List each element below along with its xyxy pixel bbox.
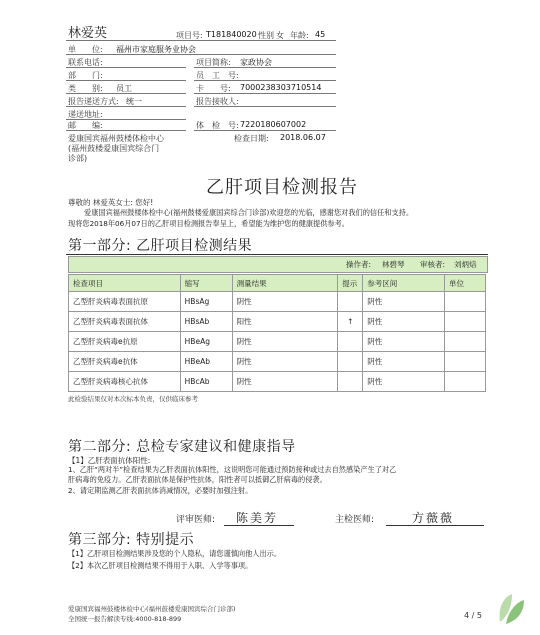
intro-line2: 现将您2018年06月07日的乙肝项目检测报告奉呈上，希望能为维护您的健康提供参考。 (68, 219, 349, 228)
table-cell: HBeAg (180, 332, 232, 352)
card-label: 卡 号: (196, 84, 231, 93)
exam-date-label: 检查日期: (234, 134, 269, 143)
divider (194, 130, 336, 131)
page-number: 4 / 5 (464, 611, 482, 620)
table-cell: 阳性 (232, 312, 338, 332)
column-header: 缩写 (180, 275, 232, 292)
center-name-line2: (福州鼓楼爱康国宾综合门 (68, 144, 160, 153)
project-short-label: 项目简称: (196, 58, 231, 67)
advice-line1: 1、乙肝“两对半”检查结果为乙肝表面抗体阳性，这说明您可能通过预防接种或过去自然感染产生了对乙 (68, 465, 397, 474)
table-footnote: 此检验结果仅对本次标本负责，仅供临床参考 (68, 395, 198, 403)
table-cell: 阴性 (363, 332, 445, 352)
unit-value: 福州市家庭服务业协会 (116, 45, 196, 54)
column-header: 单位 (445, 275, 486, 292)
center-name-line3: 诊部) (68, 154, 88, 163)
table-cell: 阴性 (363, 352, 445, 372)
table-cell (338, 332, 363, 352)
column-header: 参考区间 (363, 275, 445, 292)
divider (66, 93, 186, 94)
table-cell: 阴性 (363, 292, 445, 312)
table-cell: 乙型肝炎病毒表面抗体 (69, 312, 181, 332)
footer-hotline: 全国统一报告解读专线:4000-818-899 (68, 615, 182, 623)
table-row (69, 332, 486, 352)
part2-title: 第二部分: 总检专家建议和健康指导 (68, 439, 296, 455)
table-row (69, 352, 486, 372)
results-table (68, 274, 486, 392)
signature-line (386, 525, 484, 526)
part3-title: 第三部分: 特别提示 (68, 532, 195, 548)
table-cell: 乙型肝炎病毒核心抗体 (69, 372, 181, 392)
postcode-label: 邮 编: (68, 121, 103, 130)
signature-line (224, 525, 294, 526)
notice-line1: 【1】乙肝项目检测结果涉及您的个人隐私，请您谨慎向他人出示。 (68, 549, 282, 558)
gender-label: 性别 (258, 31, 274, 40)
table-cell: 阴性 (232, 292, 338, 312)
table-row (69, 292, 486, 312)
reviewer-name: 刘炳焙 (454, 260, 477, 269)
divider (66, 67, 186, 68)
divider (66, 106, 186, 107)
table-cell (445, 292, 486, 312)
table-cell (445, 372, 486, 392)
reviewer-label: 审核者: (420, 260, 446, 269)
contact-label: 联系电话: (68, 58, 103, 67)
divider (66, 54, 336, 55)
report-title: 乙肝项目检测报告 (206, 177, 358, 198)
divider (66, 130, 186, 131)
table-cell: 阴性 (363, 312, 445, 332)
leaf-logo-icon (496, 588, 526, 626)
divider (194, 80, 336, 81)
table-header-row (69, 275, 486, 292)
table-cell (338, 372, 363, 392)
table-cell: HBsAb (180, 312, 232, 332)
divider (194, 106, 336, 107)
table-cell (338, 292, 363, 312)
table-cell: 阴性 (363, 372, 445, 392)
table-cell: ↑ (338, 312, 363, 332)
gender: 女 (276, 31, 284, 40)
footer-center-name: 爱康国宾福州鼓楼体检中心(福州鼓楼爱康国宾综合门诊部) (68, 605, 236, 613)
exam-no-label: 体 检 号: (196, 121, 239, 130)
table-cell: 阴性 (232, 372, 338, 392)
receiver-label: 报告接收人: (196, 97, 239, 106)
age-label: 年龄: (290, 31, 309, 40)
table-cell: HBcAb (180, 372, 232, 392)
table-cell: 阴性 (232, 352, 338, 372)
exam-date-value: 2018.06.07 (280, 133, 326, 142)
table-row (69, 312, 486, 332)
reviewer-doctor-signature: 陈美芳 (236, 511, 279, 525)
age: 45 (315, 30, 326, 39)
column-header: 提示 (338, 275, 363, 292)
column-header: 测量结果 (232, 275, 338, 292)
notice-line2: 【2】本次乙肝项目检测结果不得用于入职、入学等事项。 (68, 561, 253, 570)
dept-label: 部 门: (68, 71, 103, 80)
chief-doctor-label: 主检医师: (335, 515, 375, 525)
intro-line1: 爱康国宾福州鼓楼体检中心(福州鼓楼爱康国宾综合门诊部)欢迎您的光临，感谢您对我们的信任和支持。 (84, 208, 414, 217)
center-name-line1: 爱康国宾福州鼓楼体检中心 (68, 134, 164, 143)
unit-label: 单 位: (68, 45, 103, 54)
table-cell: 乙型肝炎病毒e抗原 (69, 332, 181, 352)
delivery-value: 统一 (126, 97, 142, 106)
greeting: 尊敬的 林爱英女士: 您好! (68, 198, 154, 207)
table-cell (445, 312, 486, 332)
table-cell: HBeAb (180, 352, 232, 372)
table-cell: 乙型肝炎病毒表面抗原 (69, 292, 181, 312)
table-row (69, 372, 486, 392)
address-label: 递送地址: (68, 110, 103, 119)
advice-line3: 2、请定期监测乙肝表面抗体消减情况，必要时加强注射。 (68, 486, 253, 495)
header-underline (66, 40, 336, 41)
part1-title-underline (66, 254, 488, 255)
delivery-label: 报告递送方式: (68, 97, 119, 106)
table-cell: 乙型肝炎病毒e抗体 (69, 352, 181, 372)
chief-doctor-signature: 方薇薇 (412, 511, 455, 525)
reviewer-doctor-label: 评审医师: (176, 515, 216, 525)
project-no: T181840020 (206, 30, 257, 39)
table-cell (338, 352, 363, 372)
operator-name: 林碧琴 (382, 260, 405, 269)
part1-title: 第一部分: 乙肝项目检测结果 (68, 238, 253, 254)
column-header: 检查项目 (69, 275, 181, 292)
exam-no-value: 7220180607002 (240, 120, 307, 129)
divider (194, 67, 336, 68)
operator-label: 操作者: (346, 260, 372, 269)
table-cell: HBsAg (180, 292, 232, 312)
category-value: 员工 (116, 84, 132, 93)
table-cell (445, 332, 486, 352)
advice-item-title: 【1】乙肝表面抗体阳性: (68, 456, 151, 465)
staff-no-label: 员 工 号: (196, 71, 239, 80)
card-value: 7000238303710514 (240, 83, 322, 92)
divider (194, 93, 336, 94)
category-label: 类 别: (68, 84, 103, 93)
patient-name: 林爱英 (68, 26, 108, 41)
table-cell: 阴性 (232, 332, 338, 352)
advice-line2: 肝病毒的免疫力。乙肝表面抗体是保护性抗体，阳性者可以抵御乙肝病毒的侵袭。 (68, 475, 327, 484)
table-cell (445, 352, 486, 372)
project-no-label: 项目号: (176, 31, 203, 40)
divider (66, 80, 186, 81)
project-short-value: 家政协会 (240, 58, 272, 67)
